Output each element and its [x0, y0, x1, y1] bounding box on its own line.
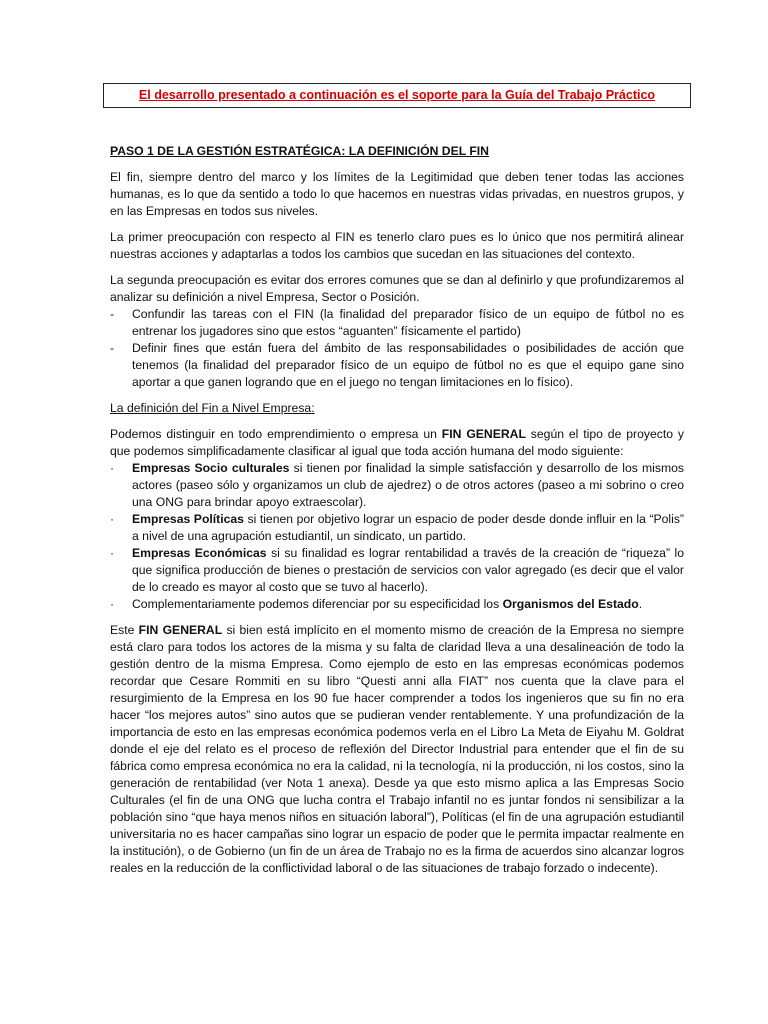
- section-heading-step1: PASO 1 DE LA GESTIÓN ESTRATÉGICA: LA DEFINICIÓN DEL FIN: [110, 144, 489, 158]
- paragraph-second-concern: La segunda preocupación es evitar dos errores comunes que se dan al definirlo y que profundizaremos al analizar su definición a nivel Empresa, Sector o Posición.: [110, 273, 684, 304]
- list-item-term: Empresas Económicas: [132, 546, 267, 560]
- intro-bold-term: FIN GENERAL: [441, 427, 526, 441]
- heading-text: La definición del Fin a Nivel Empresa: [110, 401, 312, 415]
- paragraph-fin-definition: El fin, siempre dentro del marco y los límites de la Legitimidad que deben tener todas las acciones humanas, es lo que da sentido a todo lo que hacemos en nuestras vidas privadas, en nuestros grupos, y en las Empresas en todos sus niveles.: [110, 170, 684, 218]
- list-item-text: .: [638, 597, 643, 611]
- list-item: [110, 511, 684, 545]
- list-item: [110, 596, 684, 613]
- list-item: [110, 545, 684, 596]
- final-text-a: Este: [110, 623, 139, 637]
- paragraph-intro: [110, 426, 684, 460]
- list-item-term: Empresas Políticas: [132, 512, 244, 526]
- list-item-term: Organismos del Estado: [502, 597, 639, 611]
- errors-list: [110, 306, 684, 391]
- heading-colon: :: [311, 401, 315, 415]
- list-item-text: si tienen por objetivo lograr un espacio de poder desde donde influir en la “Polis” a nivel de una agrupación estudiantil, un sindicato, un partido.: [132, 512, 684, 543]
- list-item: - Definir fines que están fuera del ámbito de las responsabilidades o posibilidades de acción que tenemos (la finalidad del preparador físico de un equipo de fútbol no es que el equipo gane sino aportar a que ganen logrando que en el juego no tengan limitaciones en lo físico).: [110, 340, 684, 391]
- paragraph-first-concern: La primer preocupación con respecto al FIN es tenerlo claro pues es lo único que nos permitirá alinear nuestras acciones y adaptarlas a todos los cambios que sucedan en las situaciones del contexto.: [110, 230, 684, 261]
- document-body: [110, 143, 684, 886]
- paragraph-general-fin: [110, 622, 684, 877]
- intro-text-b: según el tipo de proyecto y que podemos simplificadamente clasificar al igual que toda acción humana del modo siguiente:: [110, 427, 684, 458]
- final-text-b: si bien está implícito en el momento mismo de creación de la Empresa no siempre está claro para todos los actores de la misma y su falta de claridad lleva a una desalineación de todo la gestión dentro de la misma Empresa. Como ejemplo de esto en las empresas económicas podemos recordar que Cesare Rommiti en su libro “Questi anni alla FIAT” nos cuenta que la clave para el resurgimiento de la Empresa en los 90 fue hacer comprender a todos los ingenieros que su fin no era hacer “los mejores autos” sino autos que se pudieran vender rentablemente. Y una profundización de la importancia de esto en las empresas económica podemos verla en el Libro La Meta de Eiyahu M. Goldrat donde el eje del relato es el proceso de reflexión del Director Industrial para entender que el fin de su fábrica como empresa económica no era la calidad, ni la tecnología, ni la producción, ni los costos, sino la generación de rentabilidad (ver Nota 1 anexa). Desde ya que esto mismo aplica a las Empresas Socio Culturales (el fin de una ONG que lucha contra el Trabajo infantil no es juntar fondos ni sensibilizar a la población sino “que haya menos niños en situación laboral”), Políticas (el fin de una agrupación estudiantil universitaria no es hacer campañas sino lograr un espacio de poder que le permita impactar realmente en la institución), o de Gobierno (un fin de un área de Trabajo no es la firma de acuerdos sino alcanzar logros reales en la reducción de la conflictividad laboral o de las situaciones de trabajo forzado o indecente).: [110, 623, 684, 875]
- list-item: - Confundir las tareas con el FIN (la finalidad del preparador físico de un equipo de fútbol no es entrenar los jugadores sino que estos “aguanten” físicamente el partido): [110, 306, 684, 340]
- company-types-list: [110, 460, 684, 613]
- guide-banner: El desarrollo presentado a continuación es el soporte para la Guía del Trabajo Práctico: [103, 83, 691, 108]
- intro-text-a: Podemos distinguir en todo emprendimiento o empresa un: [110, 427, 442, 441]
- list-item-text: Complementariamente podemos diferenciar por su especificidad los: [132, 597, 503, 611]
- list-item: [110, 460, 684, 511]
- list-item-text: si tienen por finalidad la simple satisfacción y desarrollo de los mismos actores (paseo sólo y organizamos un club de ajedrez) o de otros actores (paseo a mi sobrino o creo una ONG para brindar apoyo extraescolar).: [132, 461, 684, 509]
- section-heading-company-level: [110, 400, 684, 417]
- final-bold-term: FIN GENERAL: [138, 623, 223, 637]
- list-item-text: si su finalidad es lograr rentabilidad a través de la creación de “riqueza” lo que significa producción de bienes o prestación de servicios con valor agregado (es decir que el valor de lo creado es mayor al costo que se tuvo al hacerlo).: [132, 546, 684, 594]
- list-item-term: Empresas Socio culturales: [132, 461, 290, 475]
